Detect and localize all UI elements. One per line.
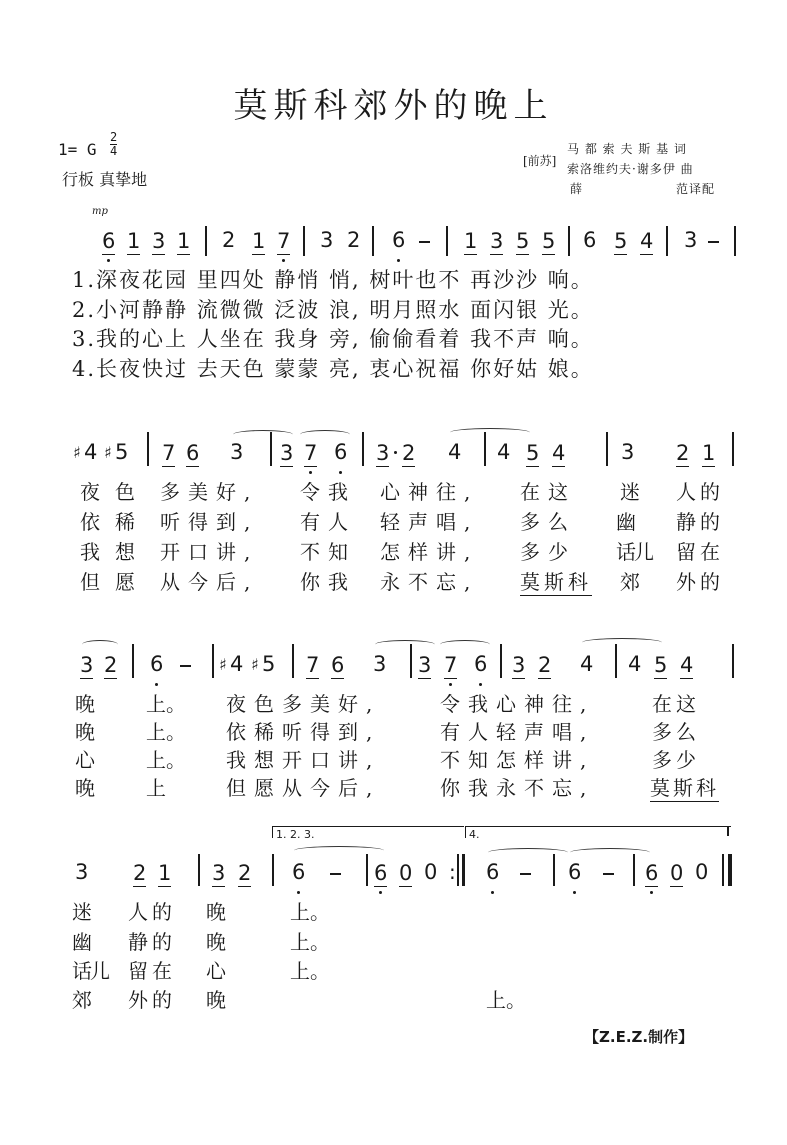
barline	[272, 854, 274, 886]
note: 3	[684, 228, 698, 252]
lyric-syllable: 但	[80, 570, 100, 594]
dotted-rhythm	[394, 451, 397, 454]
low-octave-dot	[297, 891, 300, 894]
slur	[300, 430, 350, 439]
repeat-barline	[462, 854, 465, 886]
lyric-syllable: 在这	[520, 480, 576, 504]
low-octave-dot	[309, 471, 312, 474]
final-barline-thick	[728, 854, 732, 886]
note: 2	[222, 228, 236, 252]
lyric-syllable: 令我	[300, 480, 356, 504]
lyric-syllable: 稀	[115, 510, 135, 534]
note: 5	[542, 229, 556, 253]
barline	[132, 644, 134, 678]
time-bottom: 4	[110, 144, 118, 158]
lyric-syllable: 晚	[206, 988, 226, 1012]
notation-line-1	[0, 228, 787, 258]
slur	[582, 638, 662, 647]
barline	[732, 432, 734, 466]
lyric-syllable: 多美好,	[160, 480, 259, 504]
note: 4	[497, 440, 511, 464]
slur	[375, 640, 435, 649]
verse-3-line: 3.我的心上 人坐在 我身 旁, 偷偷看着 我不声 响。	[72, 327, 594, 351]
barline	[292, 644, 294, 678]
lyric-syllable: 话儿	[72, 959, 108, 983]
lyric-syllable: 心	[75, 748, 95, 772]
low-octave-dot	[155, 683, 158, 686]
notation-line-3	[0, 652, 787, 682]
lyric-syllable: 上。	[146, 748, 186, 772]
volta-first-ending: 1. 2. 3.	[272, 826, 464, 838]
note: 2	[238, 861, 252, 885]
repeat-sign: :	[449, 860, 456, 884]
note: 2	[402, 441, 416, 465]
slur	[488, 848, 568, 857]
low-octave-dot	[573, 891, 576, 894]
lyric-syllable: 上。	[146, 692, 186, 716]
note: 2	[133, 861, 147, 885]
barline	[666, 226, 668, 256]
barline	[205, 226, 207, 256]
barline	[446, 226, 448, 256]
slur	[233, 430, 293, 439]
note: 6	[392, 228, 406, 252]
low-octave-dot	[491, 891, 494, 894]
time-top: 2	[110, 130, 118, 144]
verse-4-line: 4.长夜快过 去天色 蒙蒙 亮, 衷心祝福 你好姑 娘。	[72, 357, 594, 381]
lyric-syllable: 我想开口讲,	[226, 748, 381, 772]
note: 4	[580, 652, 594, 676]
note: 4	[552, 441, 566, 465]
notation-line-2	[0, 440, 787, 470]
note: 6	[292, 860, 306, 884]
key-signature: 1= G	[58, 140, 97, 159]
dash	[330, 873, 341, 875]
lyric-syllable: 迷	[72, 900, 92, 924]
note: 5	[115, 440, 129, 464]
lyric-syllable: 幽	[72, 930, 92, 954]
note: 3	[75, 860, 89, 884]
lyric-syllable: 外的	[128, 988, 176, 1012]
barline	[372, 226, 374, 256]
low-octave-dot	[107, 259, 110, 262]
note: 4	[84, 440, 98, 464]
note: 3	[280, 441, 294, 465]
note: 5	[654, 653, 668, 677]
lyric-syllable: 莫斯科	[650, 772, 719, 802]
lyric-syllable: 轻声唱,	[380, 510, 479, 534]
barline	[732, 644, 734, 678]
dash	[180, 665, 191, 667]
note: 5	[526, 441, 540, 465]
barline	[410, 644, 412, 678]
lyric-syllable: 依稀听得到,	[226, 720, 381, 744]
lyric-syllable: 你我永不忘,	[440, 776, 595, 800]
lyric-syllable: 人的	[128, 900, 176, 924]
note: 1	[158, 861, 172, 885]
sharp-sign: ♯	[104, 443, 112, 462]
lyric-syllable: 上	[146, 776, 166, 800]
translator-credit-a: 薛	[570, 182, 584, 196]
dash	[708, 241, 719, 243]
note: 6	[645, 861, 659, 885]
note: 3	[320, 228, 334, 252]
barline	[303, 226, 305, 256]
lyric-syllable: 晚	[75, 692, 95, 716]
note: 7	[277, 229, 291, 253]
barline	[484, 432, 486, 466]
notation-line-4	[0, 860, 787, 890]
note: 7	[306, 653, 320, 677]
lyric-syllable: 莫斯科	[520, 566, 592, 596]
lyric-syllable: 多么	[520, 510, 576, 534]
lyric-syllable: 静的	[676, 510, 724, 534]
time-signature	[110, 131, 117, 158]
volta-end-mark	[727, 826, 729, 836]
dash	[603, 873, 614, 875]
barline	[366, 854, 368, 886]
note: 1	[177, 229, 191, 253]
lyricist-credit: 马 都 索 夫 斯 基 词	[567, 142, 687, 156]
slur	[82, 640, 118, 649]
lyric-syllable: 开口讲,	[160, 540, 259, 564]
verse-1-line: 1.深夜花园 里四处 静悄 悄, 树叶也不 再沙沙 响。	[72, 268, 594, 292]
low-octave-dot	[397, 259, 400, 262]
lyric-syllable: 话儿	[616, 540, 652, 564]
translator-credit-b: 范译配	[676, 182, 716, 196]
lyric-syllable: 在这	[652, 692, 700, 716]
note: 5	[262, 652, 276, 676]
slur	[294, 846, 384, 855]
lyric-syllable: 心神往,	[380, 480, 479, 504]
lyric-syllable: 上。	[290, 959, 330, 983]
tempo-marking: 行板 真挚地	[62, 170, 148, 189]
low-octave-dot	[650, 891, 653, 894]
note: 4	[680, 653, 694, 677]
note: 2	[538, 653, 552, 677]
note: 3	[230, 440, 244, 464]
note: 7	[162, 441, 176, 465]
note: 2	[676, 441, 690, 465]
verse-2-line: 2.小河静静 流微微 泛波 浪, 明月照水 面闪银 光。	[72, 298, 594, 322]
lyric-syllable: 你我	[300, 570, 356, 594]
lyric-syllable: 上。	[290, 930, 330, 954]
lyric-syllable: 从今后,	[160, 570, 259, 594]
lyric-syllable: 有人	[300, 510, 356, 534]
composer-credit: 索洛维约夫·谢多伊 曲	[567, 162, 694, 176]
note: 0	[670, 861, 684, 885]
slur	[440, 640, 490, 649]
note: 3	[376, 441, 390, 465]
low-octave-dot	[479, 683, 482, 686]
note: 6	[102, 229, 116, 253]
lyric-syllable: 多少	[520, 540, 576, 564]
dash	[520, 873, 531, 875]
note: 3	[418, 653, 432, 677]
low-octave-dot	[379, 891, 382, 894]
final-barline-thin	[722, 854, 724, 886]
lyric-syllable: 上。	[290, 900, 330, 924]
slur	[450, 428, 530, 437]
note: 4	[230, 652, 244, 676]
note: 6	[568, 860, 582, 884]
lyric-syllable: 静的	[128, 930, 176, 954]
lyric-syllable: 令我心神往,	[440, 692, 595, 716]
lyric-syllable: 永不忘,	[380, 570, 479, 594]
note: 6	[186, 441, 200, 465]
note: 7	[304, 441, 318, 465]
note: 1	[252, 229, 266, 253]
lyric-syllable: 我	[80, 540, 100, 564]
note: 6	[334, 440, 348, 464]
barline	[198, 854, 200, 886]
lyric-syllable: 多少	[652, 748, 700, 772]
maker-credit: 【Z.E.Z.制作】	[584, 1028, 694, 1046]
note: 2	[347, 228, 361, 252]
low-octave-dot	[282, 259, 285, 262]
note: 6	[486, 860, 500, 884]
note: 5	[614, 229, 628, 253]
dynamic-marking: mp	[92, 206, 108, 217]
lyric-syllable: 迷	[620, 480, 640, 504]
note: 3	[152, 229, 166, 253]
lyric-syllable: 晚	[75, 720, 95, 744]
barline	[553, 854, 555, 886]
volta-second-ending: 4.	[465, 826, 731, 838]
note: 1	[702, 441, 716, 465]
note: 1	[464, 229, 478, 253]
note: 7	[444, 653, 458, 677]
lyric-syllable: 依	[80, 510, 100, 534]
barline	[212, 644, 214, 678]
note: 6	[374, 861, 388, 885]
note: 4	[640, 229, 654, 253]
barline	[147, 432, 149, 466]
lyric-syllable: 多么	[652, 720, 700, 744]
lyric-syllable: 上。	[146, 720, 186, 744]
barline	[568, 226, 570, 256]
lyric-syllable: 但愿从今后,	[226, 776, 381, 800]
note: 3	[621, 440, 635, 464]
note: 3	[490, 229, 504, 253]
note: 2	[104, 653, 118, 677]
lyric-syllable: 夜	[80, 480, 100, 504]
note: 5	[516, 229, 530, 253]
lyric-syllable: 上。	[486, 988, 526, 1012]
sharp-sign: ♯	[73, 443, 81, 462]
lyric-syllable: 有人轻声唱,	[440, 720, 595, 744]
lyric-syllable: 晚	[206, 930, 226, 954]
lyric-syllable: 郊	[620, 570, 640, 594]
note: 4	[448, 440, 462, 464]
origin-label: [前苏]	[523, 154, 557, 168]
lyric-syllable: 不知怎样讲,	[440, 748, 595, 772]
note: 1	[127, 229, 141, 253]
sharp-sign: ♯	[219, 655, 227, 674]
lyric-syllable: 郊	[72, 988, 92, 1012]
slur	[570, 848, 650, 857]
note: 3	[373, 652, 387, 676]
lyric-syllable: 人的	[676, 480, 724, 504]
note: 6	[583, 228, 597, 252]
barline	[615, 644, 617, 678]
lyric-syllable: 幽	[616, 510, 636, 534]
note: 6	[150, 652, 164, 676]
note: 6	[331, 653, 345, 677]
low-octave-dot	[339, 471, 342, 474]
barline	[633, 854, 635, 886]
lyric-syllable: 色	[115, 480, 135, 504]
low-octave-dot	[449, 683, 452, 686]
barline	[606, 432, 608, 466]
lyric-syllable: 听得到,	[160, 510, 259, 534]
lyric-syllable: 晚	[206, 900, 226, 924]
note: 6	[474, 652, 488, 676]
dash	[419, 241, 430, 243]
lyric-syllable: 夜色多美好,	[226, 692, 381, 716]
lyric-syllable: 留在	[128, 959, 176, 983]
lyric-syllable: 怎样讲,	[380, 540, 479, 564]
lyric-syllable: 心	[206, 959, 226, 983]
note: 3	[212, 861, 226, 885]
barline	[362, 432, 364, 466]
note: 4	[628, 652, 642, 676]
note: 0	[695, 860, 709, 884]
lyric-syllable: 想	[115, 540, 135, 564]
lyric-syllable: 留在	[676, 540, 724, 564]
lyric-syllable: 不知	[300, 540, 356, 564]
note: 3	[80, 653, 94, 677]
note: 0	[399, 861, 413, 885]
sharp-sign: ♯	[251, 655, 259, 674]
note: 0	[424, 860, 438, 884]
barline	[500, 644, 502, 678]
song-title: 莫斯科郊外的晚上	[233, 86, 554, 126]
lyric-syllable: 愿	[115, 570, 135, 594]
lyric-syllable: 外的	[676, 570, 724, 594]
note: 3	[512, 653, 526, 677]
lyric-syllable: 晚	[75, 776, 95, 800]
barline	[457, 854, 459, 886]
barline	[734, 226, 736, 256]
barline	[270, 432, 272, 466]
